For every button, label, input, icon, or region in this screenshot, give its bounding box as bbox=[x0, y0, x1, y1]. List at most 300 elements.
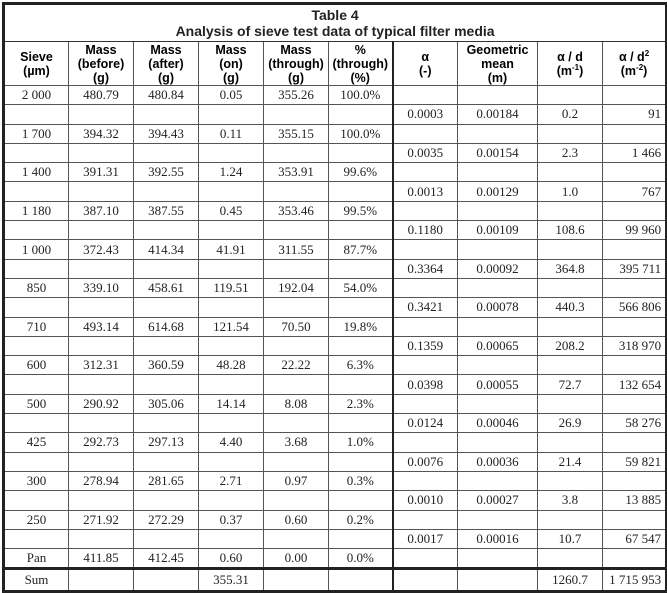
cell-mass-on: 4.40 bbox=[199, 433, 264, 452]
cell-mass-through: 192.04 bbox=[264, 278, 329, 297]
table-row bbox=[4, 259, 667, 278]
cell-mass-through bbox=[264, 375, 329, 394]
header-mass-after bbox=[134, 42, 199, 86]
cell-geometric-mean: 0.00092 bbox=[458, 259, 538, 278]
header-row bbox=[4, 42, 667, 86]
cell-alpha-per-d2 bbox=[603, 278, 667, 297]
cell-mass-after bbox=[134, 143, 199, 162]
cell-percent-through: 87.7% bbox=[329, 240, 393, 259]
cell-alpha-per-d bbox=[538, 549, 603, 569]
header-alpha-per-d2 bbox=[603, 42, 667, 86]
cell-alpha: 0.0017 bbox=[393, 529, 458, 548]
table-row bbox=[4, 221, 667, 240]
header-sup: -1 bbox=[571, 62, 580, 72]
cell-percent-through bbox=[329, 298, 393, 317]
cell-percent-through bbox=[329, 414, 393, 433]
header-line: (g) bbox=[223, 70, 239, 85]
cell-alpha bbox=[393, 278, 458, 297]
header-line: α / d bbox=[618, 49, 645, 64]
cell-alpha bbox=[393, 569, 458, 592]
cell-mass-on: 355.31 bbox=[199, 569, 264, 592]
cell-sieve: 1 700 bbox=[4, 124, 69, 143]
cell-mass-through: 353.46 bbox=[264, 201, 329, 220]
cell-mass-after bbox=[134, 259, 199, 278]
cell-alpha-per-d: 72.7 bbox=[538, 375, 603, 394]
cell-mass-through bbox=[264, 105, 329, 124]
cell-mass-after: 614.68 bbox=[134, 317, 199, 336]
cell-alpha-per-d2: 67 547 bbox=[603, 529, 667, 548]
cell-mass-after bbox=[134, 221, 199, 240]
cell-sieve: 250 bbox=[4, 510, 69, 529]
header-line: % bbox=[354, 42, 366, 57]
cell-alpha-per-d2: 59 821 bbox=[603, 452, 667, 471]
cell-geometric-mean bbox=[458, 394, 538, 413]
cell-alpha: 0.1180 bbox=[393, 221, 458, 240]
cell-mass-after: 360.59 bbox=[134, 356, 199, 375]
cell-sieve bbox=[4, 298, 69, 317]
header-line: α / d bbox=[557, 49, 583, 64]
cell-alpha-per-d: 440.3 bbox=[538, 298, 603, 317]
cell-mass-before: 394.32 bbox=[69, 124, 134, 143]
table-row bbox=[4, 336, 667, 355]
cell-mass-before bbox=[69, 569, 134, 592]
header-line: (m) bbox=[487, 70, 508, 85]
cell-mass-on bbox=[199, 529, 264, 548]
cell-mass-before: 312.31 bbox=[69, 356, 134, 375]
header-mass-on bbox=[199, 42, 264, 86]
cell-mass-on: 0.05 bbox=[199, 86, 264, 105]
header-line: (g) bbox=[288, 70, 304, 85]
header-line: (on) bbox=[219, 56, 243, 71]
cell-geometric-mean bbox=[458, 278, 538, 297]
cell-mass-through: 355.26 bbox=[264, 86, 329, 105]
table-row bbox=[4, 201, 667, 220]
table-row bbox=[4, 549, 667, 569]
cell-mass-before: 372.43 bbox=[69, 240, 134, 259]
cell-sieve: 1 000 bbox=[4, 240, 69, 259]
cell-mass-before bbox=[69, 259, 134, 278]
cell-sieve bbox=[4, 182, 69, 201]
cell-geometric-mean: 0.00109 bbox=[458, 221, 538, 240]
cell-mass-after bbox=[134, 336, 199, 355]
cell-mass-on: 0.37 bbox=[199, 510, 264, 529]
cell-percent-through bbox=[329, 569, 393, 592]
cell-alpha-per-d2 bbox=[603, 317, 667, 336]
header-line: Mass bbox=[85, 42, 117, 57]
cell-mass-on: 2.71 bbox=[199, 471, 264, 490]
cell-percent-through bbox=[329, 491, 393, 510]
table-row bbox=[4, 491, 667, 510]
table-row bbox=[4, 317, 667, 336]
cell-mass-through bbox=[264, 143, 329, 162]
cell-mass-on bbox=[199, 221, 264, 240]
cell-mass-before bbox=[69, 221, 134, 240]
cell-mass-before: 480.79 bbox=[69, 86, 134, 105]
header-line: (%) bbox=[350, 70, 370, 85]
cell-percent-through: 0.0% bbox=[329, 549, 393, 569]
cell-mass-on bbox=[199, 336, 264, 355]
cell-alpha-per-d: 108.6 bbox=[538, 221, 603, 240]
cell-mass-before: 339.10 bbox=[69, 278, 134, 297]
cell-geometric-mean bbox=[458, 356, 538, 375]
cell-alpha bbox=[393, 471, 458, 490]
cell-mass-after bbox=[134, 529, 199, 548]
table-row bbox=[4, 529, 667, 548]
cell-alpha-per-d bbox=[538, 356, 603, 375]
cell-mass-through: 3.68 bbox=[264, 433, 329, 452]
cell-mass-on: 48.28 bbox=[199, 356, 264, 375]
table-row bbox=[4, 356, 667, 375]
cell-alpha-per-d2 bbox=[603, 86, 667, 105]
cell-sieve bbox=[4, 414, 69, 433]
cell-mass-after: 392.55 bbox=[134, 163, 199, 182]
cell-sieve bbox=[4, 221, 69, 240]
cell-percent-through: 6.3% bbox=[329, 356, 393, 375]
cell-mass-before: 411.85 bbox=[69, 549, 134, 569]
cell-geometric-mean: 0.00046 bbox=[458, 414, 538, 433]
cell-mass-after bbox=[134, 491, 199, 510]
table-row bbox=[4, 86, 667, 105]
cell-mass-through bbox=[264, 259, 329, 278]
table-title bbox=[4, 4, 667, 42]
cell-sieve bbox=[4, 336, 69, 355]
cell-alpha-per-d: 208.2 bbox=[538, 336, 603, 355]
cell-mass-through: 355.15 bbox=[264, 124, 329, 143]
cell-percent-through: 19.8% bbox=[329, 317, 393, 336]
cell-alpha-per-d bbox=[538, 124, 603, 143]
table-row bbox=[4, 375, 667, 394]
cell-alpha-per-d2 bbox=[603, 240, 667, 259]
cell-sieve: 600 bbox=[4, 356, 69, 375]
cell-alpha bbox=[393, 86, 458, 105]
cell-mass-on: 121.54 bbox=[199, 317, 264, 336]
cell-mass-on bbox=[199, 182, 264, 201]
cell-alpha-per-d2 bbox=[603, 433, 667, 452]
cell-alpha-per-d2: 58 276 bbox=[603, 414, 667, 433]
cell-mass-through bbox=[264, 491, 329, 510]
cell-percent-through bbox=[329, 105, 393, 124]
cell-mass-before: 493.14 bbox=[69, 317, 134, 336]
cell-mass-after: 412.45 bbox=[134, 549, 199, 569]
cell-mass-through: 0.60 bbox=[264, 510, 329, 529]
cell-percent-through bbox=[329, 452, 393, 471]
cell-alpha-per-d2 bbox=[603, 163, 667, 182]
cell-sieve bbox=[4, 143, 69, 162]
cell-mass-on: 0.11 bbox=[199, 124, 264, 143]
header-line: (m bbox=[620, 63, 637, 78]
table-row bbox=[4, 182, 667, 201]
cell-percent-through: 0.2% bbox=[329, 510, 393, 529]
cell-mass-before bbox=[69, 375, 134, 394]
cell-mass-through bbox=[264, 529, 329, 548]
cell-mass-before: 292.73 bbox=[69, 433, 134, 452]
cell-mass-through: 0.00 bbox=[264, 549, 329, 569]
cell-mass-after bbox=[134, 452, 199, 471]
cell-alpha bbox=[393, 549, 458, 569]
cell-mass-before bbox=[69, 452, 134, 471]
cell-geometric-mean bbox=[458, 124, 538, 143]
header-sieve bbox=[4, 42, 69, 86]
cell-alpha-per-d2 bbox=[603, 394, 667, 413]
cell-sieve bbox=[4, 375, 69, 394]
cell-mass-before: 278.94 bbox=[69, 471, 134, 490]
cell-alpha bbox=[393, 356, 458, 375]
cell-sieve bbox=[4, 105, 69, 124]
cell-percent-through: 99.6% bbox=[329, 163, 393, 182]
cell-alpha-per-d bbox=[538, 510, 603, 529]
cell-mass-after: 281.65 bbox=[134, 471, 199, 490]
table-row bbox=[4, 105, 667, 124]
cell-sieve: 2 000 bbox=[4, 86, 69, 105]
cell-sieve bbox=[4, 491, 69, 510]
cell-sieve: 1 400 bbox=[4, 163, 69, 182]
cell-mass-through: 0.97 bbox=[264, 471, 329, 490]
cell-mass-on bbox=[199, 105, 264, 124]
cell-mass-on bbox=[199, 259, 264, 278]
table-row bbox=[4, 143, 667, 162]
header-sup: 2 bbox=[644, 48, 650, 58]
cell-alpha-per-d2 bbox=[603, 356, 667, 375]
cell-geometric-mean bbox=[458, 201, 538, 220]
cell-alpha: 0.0013 bbox=[393, 182, 458, 201]
cell-alpha-per-d2: 1 715 953 bbox=[603, 569, 667, 592]
header-geometric-mean bbox=[458, 42, 538, 86]
table-row bbox=[4, 240, 667, 259]
cell-alpha-per-d: 10.7 bbox=[538, 529, 603, 548]
header-percent-through bbox=[329, 42, 393, 86]
cell-alpha: 0.0003 bbox=[393, 105, 458, 124]
cell-sieve: 850 bbox=[4, 278, 69, 297]
header-line: (g) bbox=[158, 70, 174, 85]
cell-alpha-per-d bbox=[538, 394, 603, 413]
cell-mass-after: 458.61 bbox=[134, 278, 199, 297]
cell-geometric-mean bbox=[458, 569, 538, 592]
cell-mass-on: 14.14 bbox=[199, 394, 264, 413]
cell-geometric-mean bbox=[458, 317, 538, 336]
cell-alpha-per-d: 364.8 bbox=[538, 259, 603, 278]
cell-mass-before: 387.10 bbox=[69, 201, 134, 220]
cell-alpha-per-d2: 1 466 bbox=[603, 143, 667, 162]
cell-percent-through bbox=[329, 143, 393, 162]
cell-mass-on bbox=[199, 375, 264, 394]
cell-sieve: 710 bbox=[4, 317, 69, 336]
cell-mass-through bbox=[264, 221, 329, 240]
table-row bbox=[4, 433, 667, 452]
cell-mass-before bbox=[69, 491, 134, 510]
cell-mass-after bbox=[134, 105, 199, 124]
cell-alpha: 0.0398 bbox=[393, 375, 458, 394]
cell-geometric-mean: 0.00055 bbox=[458, 375, 538, 394]
cell-alpha-per-d2: 395 711 bbox=[603, 259, 667, 278]
table-row bbox=[4, 163, 667, 182]
cell-geometric-mean: 0.00184 bbox=[458, 105, 538, 124]
cell-alpha: 0.0010 bbox=[393, 491, 458, 510]
cell-mass-through bbox=[264, 569, 329, 592]
header-line: ) bbox=[579, 63, 584, 78]
cell-sieve bbox=[4, 259, 69, 278]
cell-alpha bbox=[393, 240, 458, 259]
cell-alpha: 0.3364 bbox=[393, 259, 458, 278]
cell-mass-after bbox=[134, 182, 199, 201]
cell-mass-through bbox=[264, 182, 329, 201]
cell-alpha: 0.0035 bbox=[393, 143, 458, 162]
cell-alpha-per-d bbox=[538, 471, 603, 490]
cell-geometric-mean bbox=[458, 433, 538, 452]
cell-alpha bbox=[393, 433, 458, 452]
cell-mass-through bbox=[264, 452, 329, 471]
sum-row bbox=[4, 569, 667, 592]
cell-mass-through: 353.91 bbox=[264, 163, 329, 182]
cell-geometric-mean: 0.00016 bbox=[458, 529, 538, 548]
header-line: ) bbox=[643, 63, 648, 78]
header-mass-through bbox=[264, 42, 329, 86]
cell-alpha-per-d2 bbox=[603, 124, 667, 143]
cell-geometric-mean bbox=[458, 510, 538, 529]
cell-mass-before bbox=[69, 414, 134, 433]
cell-alpha-per-d2: 318 970 bbox=[603, 336, 667, 355]
cell-percent-through bbox=[329, 375, 393, 394]
cell-percent-through: 100.0% bbox=[329, 86, 393, 105]
cell-alpha bbox=[393, 510, 458, 529]
header-line: (µm) bbox=[23, 63, 50, 78]
cell-sieve: Pan bbox=[4, 549, 69, 569]
header-line: (-) bbox=[419, 63, 432, 78]
header-line: Geometric bbox=[466, 42, 529, 57]
cell-mass-on bbox=[199, 298, 264, 317]
cell-mass-before: 290.92 bbox=[69, 394, 134, 413]
cell-sieve: 425 bbox=[4, 433, 69, 452]
cell-sieve: Sum bbox=[4, 569, 69, 592]
cell-percent-through: 54.0% bbox=[329, 278, 393, 297]
cell-sieve: 300 bbox=[4, 471, 69, 490]
cell-alpha-per-d: 1.0 bbox=[538, 182, 603, 201]
cell-alpha-per-d: 2.3 bbox=[538, 143, 603, 162]
cell-geometric-mean: 0.00129 bbox=[458, 182, 538, 201]
table-row bbox=[4, 298, 667, 317]
cell-alpha-per-d: 1260.7 bbox=[538, 569, 603, 592]
cell-mass-on: 1.24 bbox=[199, 163, 264, 182]
cell-mass-after bbox=[134, 569, 199, 592]
cell-alpha bbox=[393, 394, 458, 413]
cell-alpha-per-d2 bbox=[603, 471, 667, 490]
cell-percent-through bbox=[329, 259, 393, 278]
cell-mass-after: 414.34 bbox=[134, 240, 199, 259]
header-line: (through) bbox=[332, 56, 389, 71]
table-number: Table 4 bbox=[311, 7, 359, 23]
header-line: Mass bbox=[215, 42, 247, 57]
cell-sieve: 500 bbox=[4, 394, 69, 413]
cell-geometric-mean bbox=[458, 240, 538, 259]
cell-mass-before: 391.31 bbox=[69, 163, 134, 182]
cell-mass-after bbox=[134, 298, 199, 317]
header-sup: -2 bbox=[636, 62, 644, 72]
cell-alpha bbox=[393, 124, 458, 143]
table-row bbox=[4, 452, 667, 471]
cell-percent-through bbox=[329, 529, 393, 548]
table-row bbox=[4, 278, 667, 297]
cell-percent-through: 2.3% bbox=[329, 394, 393, 413]
cell-geometric-mean bbox=[458, 549, 538, 569]
cell-mass-on bbox=[199, 491, 264, 510]
cell-sieve: 1 180 bbox=[4, 201, 69, 220]
table-row bbox=[4, 394, 667, 413]
cell-mass-on: 41.91 bbox=[199, 240, 264, 259]
cell-alpha-per-d bbox=[538, 86, 603, 105]
cell-alpha: 0.3421 bbox=[393, 298, 458, 317]
header-line: (g) bbox=[93, 70, 109, 85]
cell-mass-before bbox=[69, 182, 134, 201]
cell-geometric-mean: 0.00078 bbox=[458, 298, 538, 317]
cell-percent-through bbox=[329, 182, 393, 201]
header-line: Mass bbox=[150, 42, 182, 57]
header-line: (through) bbox=[268, 56, 324, 71]
cell-alpha-per-d bbox=[538, 163, 603, 182]
cell-mass-after: 305.06 bbox=[134, 394, 199, 413]
cell-mass-on bbox=[199, 414, 264, 433]
cell-mass-on: 119.51 bbox=[199, 278, 264, 297]
cell-percent-through: 100.0% bbox=[329, 124, 393, 143]
cell-alpha: 0.0076 bbox=[393, 452, 458, 471]
cell-alpha-per-d: 0.2 bbox=[538, 105, 603, 124]
cell-alpha-per-d2 bbox=[603, 201, 667, 220]
cell-percent-through bbox=[329, 221, 393, 240]
header-line: (before) bbox=[77, 56, 125, 71]
cell-mass-through: 311.55 bbox=[264, 240, 329, 259]
cell-mass-before: 271.92 bbox=[69, 510, 134, 529]
cell-percent-through: 99.5% bbox=[329, 201, 393, 220]
cell-alpha-per-d: 26.9 bbox=[538, 414, 603, 433]
cell-mass-after bbox=[134, 414, 199, 433]
table-row bbox=[4, 471, 667, 490]
cell-mass-before bbox=[69, 105, 134, 124]
cell-percent-through bbox=[329, 336, 393, 355]
cell-alpha bbox=[393, 201, 458, 220]
header-alpha-per-d bbox=[538, 42, 603, 86]
cell-alpha: 0.0124 bbox=[393, 414, 458, 433]
cell-percent-through: 1.0% bbox=[329, 433, 393, 452]
sieve-analysis-table bbox=[2, 2, 667, 593]
cell-alpha: 0.1359 bbox=[393, 336, 458, 355]
cell-mass-after: 394.43 bbox=[134, 124, 199, 143]
cell-mass-through: 22.22 bbox=[264, 356, 329, 375]
cell-mass-through bbox=[264, 414, 329, 433]
table-row bbox=[4, 124, 667, 143]
header-alpha bbox=[393, 42, 458, 86]
cell-mass-through bbox=[264, 336, 329, 355]
cell-geometric-mean bbox=[458, 163, 538, 182]
table-caption: Analysis of sieve test data of typical filter media bbox=[175, 23, 495, 39]
cell-mass-on bbox=[199, 143, 264, 162]
table-row bbox=[4, 510, 667, 529]
cell-alpha-per-d2: 13 885 bbox=[603, 491, 667, 510]
cell-alpha-per-d bbox=[538, 433, 603, 452]
cell-mass-after: 387.55 bbox=[134, 201, 199, 220]
cell-alpha-per-d2: 767 bbox=[603, 182, 667, 201]
cell-geometric-mean: 0.00154 bbox=[458, 143, 538, 162]
cell-mass-before bbox=[69, 143, 134, 162]
table-row bbox=[4, 414, 667, 433]
cell-mass-through bbox=[264, 298, 329, 317]
header-line: (after) bbox=[148, 56, 184, 71]
cell-mass-before bbox=[69, 529, 134, 548]
cell-geometric-mean: 0.00036 bbox=[458, 452, 538, 471]
cell-alpha-per-d bbox=[538, 240, 603, 259]
cell-geometric-mean bbox=[458, 471, 538, 490]
cell-mass-through: 70.50 bbox=[264, 317, 329, 336]
header-line: (m bbox=[556, 63, 572, 78]
cell-alpha-per-d bbox=[538, 278, 603, 297]
cell-alpha-per-d2: 91 bbox=[603, 105, 667, 124]
